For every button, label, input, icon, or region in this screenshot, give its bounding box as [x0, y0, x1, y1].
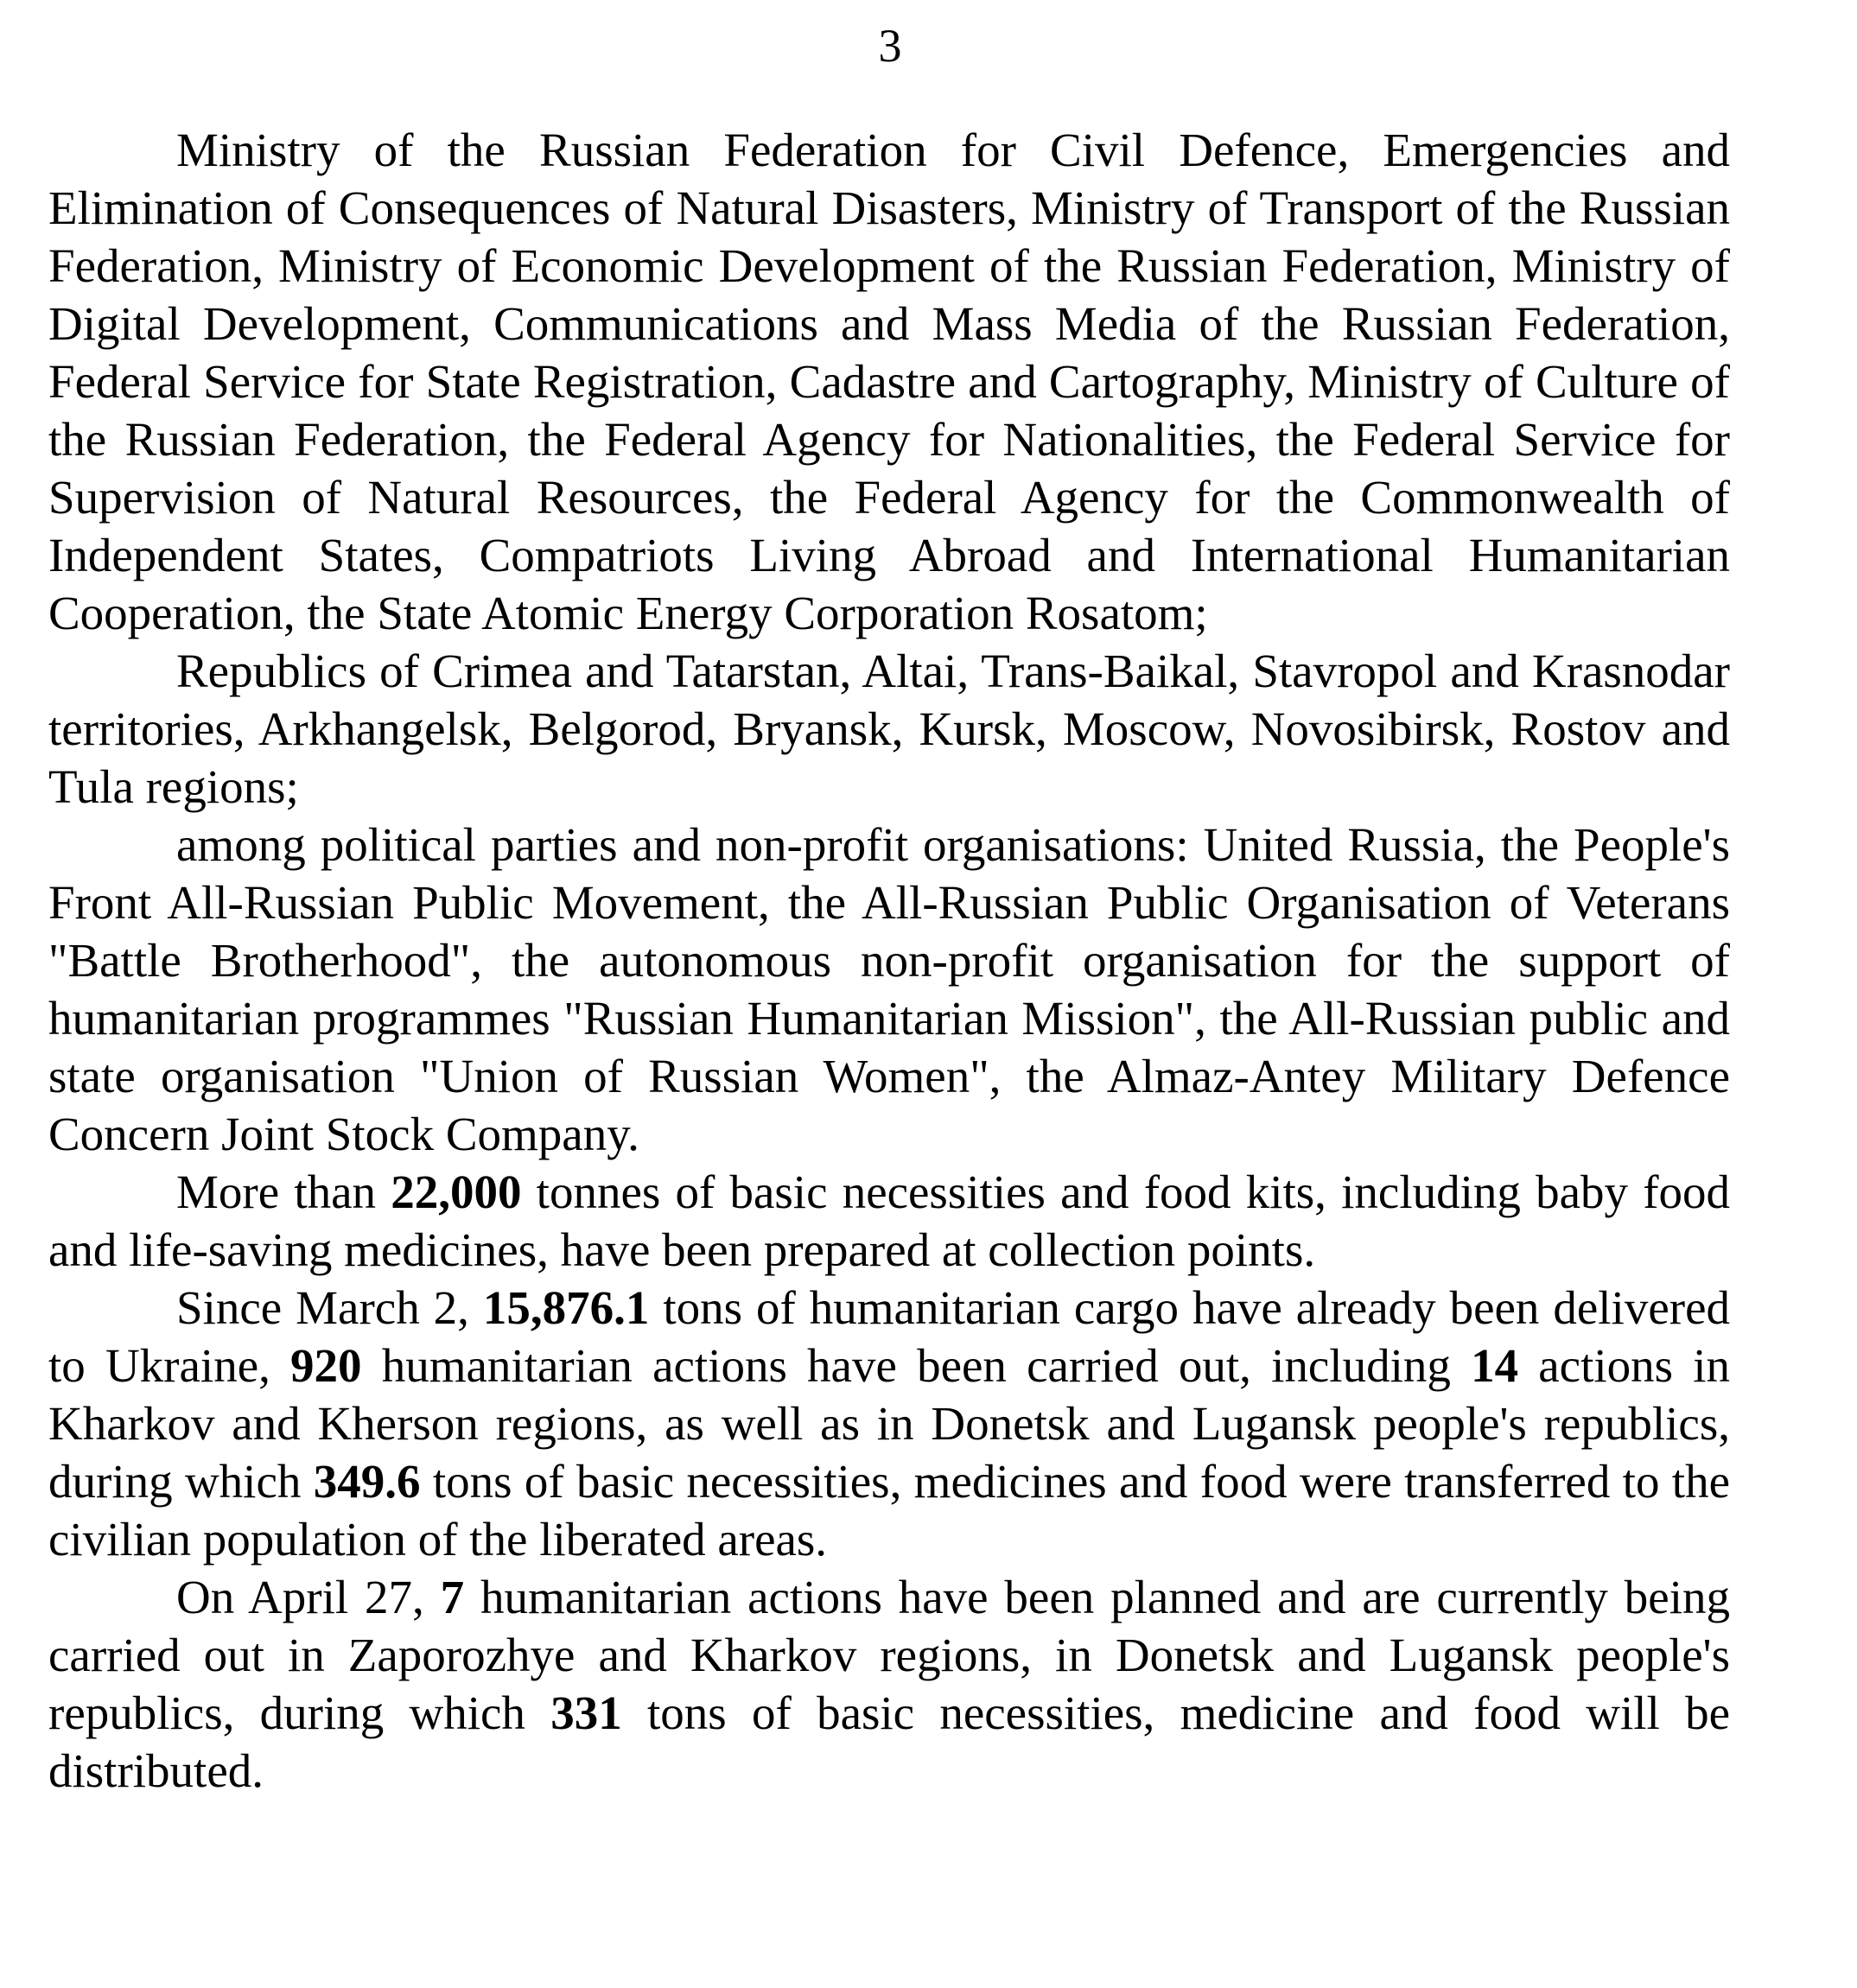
bold-figure-tons-transferred: 349.6 — [313, 1455, 421, 1508]
bold-figure-regional-actions: 14 — [1471, 1339, 1519, 1392]
paragraph-delivered-cargo — [48, 1279, 1730, 1568]
text-segment: tons of basic necessities, medicine and food will be distributed. — [48, 1686, 1730, 1797]
text-segment: tonnes of basic necessities and food kits, including baby food and life-saving medicines, have been prepared at collection points. — [48, 1165, 1731, 1276]
page-number: 3 — [878, 20, 902, 72]
text-segment: humanitarian actions have been planned and are currently being carried out in Zaporozhye and Kharkov regions, in Donetsk and Lugansk people's republics, during which — [48, 1571, 1730, 1739]
bold-figure-tons-distributed: 331 — [550, 1686, 622, 1739]
text-segment: More than — [176, 1165, 391, 1218]
bold-figure-actions: 920 — [290, 1339, 362, 1392]
bold-figure-planned-actions: 7 — [440, 1571, 465, 1623]
bold-figure-tonnes: 22,000 — [391, 1165, 522, 1218]
text-segment: On April 27, — [176, 1571, 441, 1623]
paragraph-organisations: among political parties and non-profit organisations: United Russia, the People's Front All-Russian Public Movement, the All-Russian Public Organisation of Veterans "Battle Brotherhood", the autonomous non-profit organisation for the support of humanitarian programmes "Russian Humanitarian Mission", the All-Russian public and state organisation "Union of Russian Women", the Almaz-Antey Military Defence Concern Joint Stock Company. — [48, 818, 1730, 1160]
text-segment: tons of basic necessities, medicines and food were transferred to the civilian population of the liberated areas. — [48, 1455, 1730, 1566]
paragraph-regions: Republics of Crimea and Tatarstan, Altai, Trans-Baikal, Stavropol and Krasnodar territories, Arkhangelsk, Belgorod, Bryansk, Kursk, Moscow, Novosibirsk, Rostov and Tula regions; — [48, 645, 1730, 813]
text-segment: humanitarian actions have been carried out, including — [361, 1339, 1472, 1392]
text-segment: Since March 2, — [176, 1281, 483, 1334]
text-segment: actions in Kharkov and Kherson regions, as well as in Donetsk and Lugansk people's republics, during which — [48, 1339, 1730, 1508]
paragraph-ministries: Ministry of the Russian Federation for Civil Defence, Emergencies and Elimination of Consequences of Natural Disasters, Ministry of Transport of the Russian Federation, Ministry of Economic Development of the Russian Federation, Ministry of Digital Development, Communications and Mass Media of the Russian Federation, Federal Service for State Registration, Cadastre and Cartography, Ministry of Culture of the Russian Federation, the Federal Agency for Nationalities, the Federal Service for Supervision of Natural Resources, the Federal Agency for the Commonwealth of Independent States, Compatriots Living Abroad and International Humanitarian Cooperation, the State Atomic Energy Corporation Rosatom; — [48, 124, 1730, 639]
paragraph-april-actions — [48, 1568, 1730, 1800]
paragraph-collection-points — [48, 1163, 1730, 1279]
text-segment: tons of humanitarian cargo have already been delivered to Ukraine, — [48, 1281, 1730, 1392]
bold-figure-tons-delivered: 15,876.1 — [482, 1281, 650, 1334]
document-body — [48, 121, 1730, 1800]
